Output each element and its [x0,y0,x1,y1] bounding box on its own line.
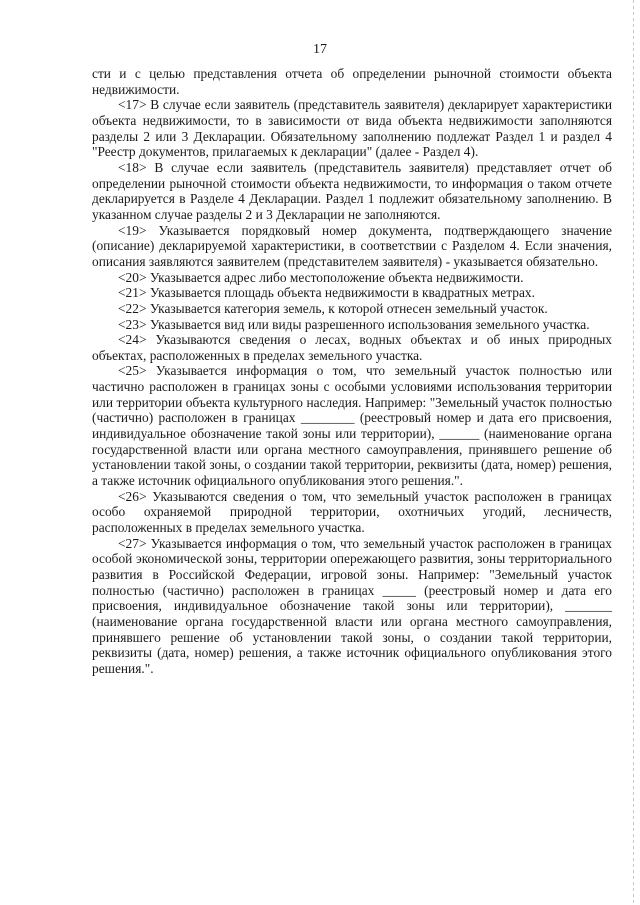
paragraph-continuation: сти и с целью представления отчета об определении рыночной стоимости объекта недвижимости. [92,66,612,97]
footnote-24: <24> Указываются сведения о лесах, водных объектах и об иных природных объектах, расположенных в пределах земельного участка. [92,332,612,363]
footnote-27: <27> Указывается информация о том, что земельный участок расположен в границах особой экономической зоны, территории опережающего развития, зоны территориального развития в Российской Федерации, игровой зоны. Например: "Земельный участок полностью (частично) расположен в границах _____ (реестровый номер и дата его присвоения, индивидуальное обозначение такой зоны или территории), _______ (наименование органа государственной власти или органа местного самоуправления, принявшего решение об установлении такой зоны, о создании такой территории, реквизиты (дата, номер) решения, а также источник официального опубликования этого решения.". [92,535,612,676]
footnote-19: <19> Указывается порядковый номер документа, подтверждающего значение (описание) декларируемой характеристики, в соответствии с Разделом 4. Если значения, описания заявляются заявителем (представителем заявителя) - указывается обязательно. [92,222,612,269]
footnote-25: <25> Указывается информация о том, что земельный участок полностью или частично расположен в границах зоны с особыми условиями использования территории или территории объекта культурного наследия. Например: "Земельный участок полностью (частично) расположен в границах ________ (реестровый номер и дата его присвоения, индивидуальное обозначение такой зоны или территории), ______ (наименование органа государственной власти или органа местного самоуправления, принявшего решение об установлении такой зоны, о создании такой территории, реквизиты (дата, номер) решения, а также источник официального опубликования этого решения.". [92,363,612,489]
page-number: 17 [313,42,327,57]
footnote-17: <17> В случае если заявитель (представитель заявителя) декларирует характеристики объекта недвижимости, то в зависимости от вида объекта недвижимости заполняются разделы 2 или 3 Декларации. Обязательному заполнению подлежат Раздел 1 и раздел 4 "Реестр документов, прилагаемых к декларации" (далее - Раздел 4). [92,97,612,160]
footnote-26: <26> Указываются сведения о том, что земельный участок расположен в границах особо охраняемой природной территории, охотничьих угодий, лесничеств, расположенных в пределах земельного участка. [92,488,612,536]
scan-edge-line [633,0,634,905]
footnote-21: <21> Указывается площадь объекта недвижимости в квадратных метрах. [118,285,535,301]
footnote-20: <20> Указывается адрес либо местоположение объекта недвижимости. [118,269,524,285]
footnote-18: <18> В случае если заявитель (представитель заявителя) представляет отчет об определении рыночной стоимости объекта недвижимости, то информация о таком отчете декларируется в Разделе 4 Декларации. Раздел 1 подлежит обязательному заполнению. В указанном случае разделы 2 и 3 Декларации не заполняются. [92,159,612,222]
footnote-22: <22> Указывается категория земель, к которой отнесен земельный участок. [118,300,548,316]
document-body [92,66,612,677]
footnote-23: <23> Указывается вид или виды разрешенного использования земельного участка. [118,316,590,332]
